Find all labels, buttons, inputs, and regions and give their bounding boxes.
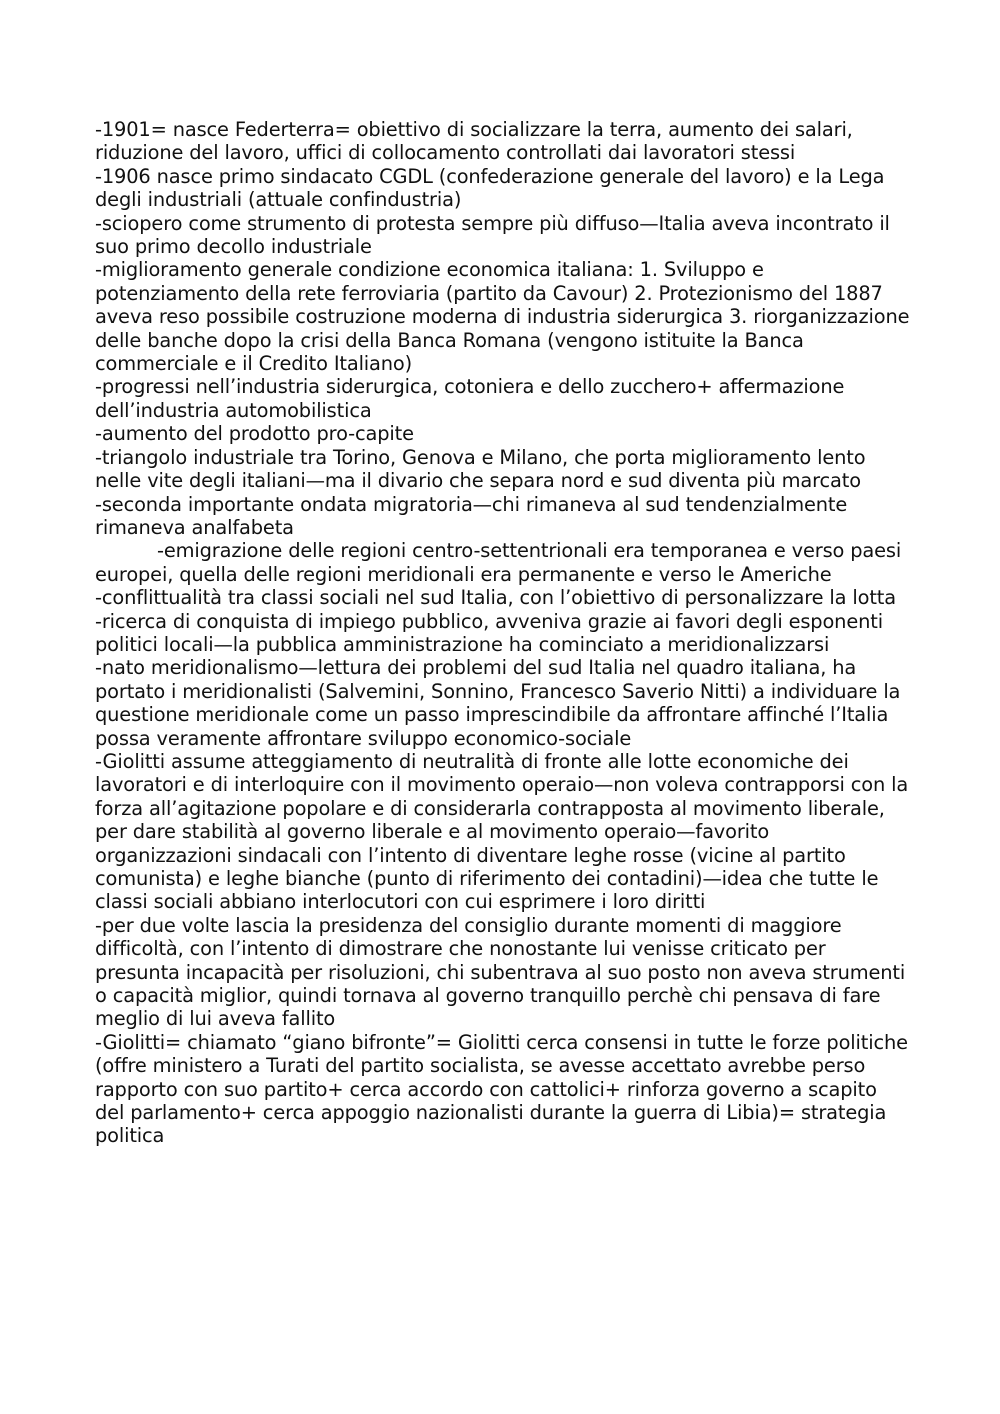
- paragraph-prodotto: -aumento del prodotto pro-capite: [95, 422, 414, 446]
- paragraph-conflittualita: -conflittualità tra classi sociali nel sud Italia, con l’obiettivo di personalizzare la lotta: [95, 586, 896, 610]
- paragraph-triangolo: -triangolo industriale tra Torino, Genova e Milano, che porta miglioramento lento nelle vite degli italiani—ma il divario che separa nord e sud diventa più marcato: [95, 445, 866, 493]
- paragraph-presidenza: -per due volte lascia la presidenza del consiglio durante momenti di maggiore difficoltà, con l’intento di dimostrare che nonostante lui venisse criticato per presunta incapacità per risoluzioni, chi subentrava al suo posto non aveva strumenti o capacità miglior, quindi tornava al governo tranquillo perchè chi pensava di fare meglio di lui aveva fallito: [95, 913, 906, 1031]
- paragraph-cgdl: -1906 nasce primo sindacato CGDL (confederazione generale del lavoro) e la Lega degli industriali (attuale confindustria): [95, 164, 885, 212]
- paragraph-meridionalismo: -nato meridionalismo—lettura dei problemi del sud Italia nel quadro italiana, ha portato i meridionalisti (Salvemini, Sonnino, Francesco Saverio Nitti) a individuare la questione meridionale come un passo imprescindibile da affrontare affinché l’Italia possa veramente affrontare sviluppo economico-sociale: [95, 656, 901, 750]
- paragraph-miglioramento: -miglioramento generale condizione economica italiana: 1. Sviluppo e potenziamento della rete ferroviaria (partito da Cavour) 2. Protezionismo del 1887 aveva reso possibile costruzione moderna di industria siderurgica 3. riorganizzazione delle banche dopo la crisi della Banca Romana (vengono istituite la Banca commerciale e il Credito Italiano): [95, 258, 910, 376]
- paragraph-giolitti-neutralita: -Giolitti assume atteggiamento di neutralità di fronte alle lotte economiche dei lavoratori e di interloquire con il movimento operaio—non voleva contrapporsi con la forza all’agitazione popolare e di considerarla contrapposta al movimento liberale, per dare stabilità al governo liberale e al movimento operaio—favorito organizzazioni sindacali con l’intento di diventare leghe rosse (vicine al partito comunista) e leghe bianche (punto di riferimento dei contadini)—idea che tutte le classi sociali abbiano interlocutori con cui esprimere i loro diritti: [95, 749, 909, 914]
- document-page: [95, 118, 910, 1148]
- paragraph-federterra: -1901= nasce Federterra= obiettivo di socializzare la terra, aumento dei salari, riduzione del lavoro, uffici di collocamento controllati dai lavoratori stessi: [95, 118, 853, 165]
- paragraph-giano-bifronte: -Giolitti= chiamato “giano bifronte”= Giolitti cerca consensi in tutte le forze politiche (offre ministero a Turati del partito socialista, se avesse accettato avrebbe perso rapporto con suo partito+ cerca accordo con cattolici+ rinforza governo a scapito del parlamento+ cerca appoggio nazionalisti durante la guerra di Libia)= strategia politica: [95, 1030, 908, 1148]
- paragraph-sciopero: -sciopero come strumento di protesta sempre più diffuso—Italia aveva incontrato il suo primo decollo industriale: [95, 211, 890, 259]
- paragraph-progressi: -progressi nell’industria siderurgica, cotoniera e dello zucchero+ affermazione dell’industria automobilistica: [95, 375, 845, 422]
- paragraph-migrazione: -seconda importante ondata migratoria—chi rimaneva al sud tendenzialmente rimaneva analfabeta: [95, 492, 848, 539]
- paragraph-impiego: -ricerca di conquista di impiego pubblico, avveniva grazie ai favori degli esponenti politici locali—la pubblica amministrazione ha cominciato a meridionalizzarsi: [95, 609, 883, 656]
- paragraph-emigrazione: -emigrazione delle regioni centro-settentrionali era temporanea e verso paesi europei, quella delle regioni meridionali era permanente e verso le Americhe: [95, 539, 902, 586]
